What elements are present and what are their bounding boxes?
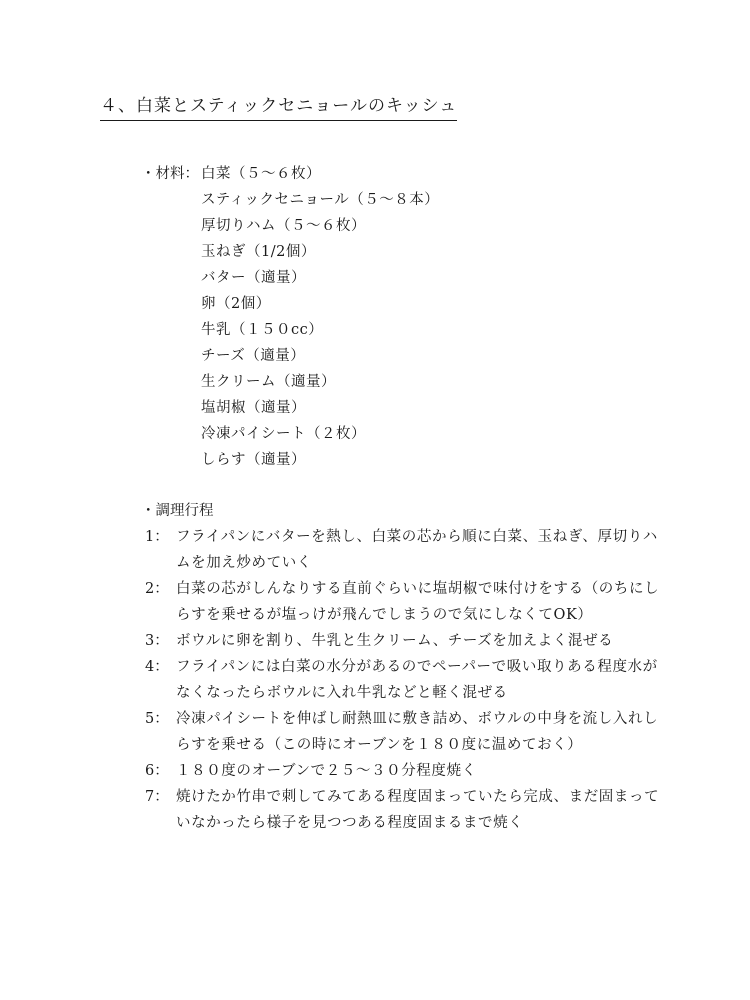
step-item: [145, 706, 665, 758]
step-item: [145, 576, 665, 628]
step-text: フライパンにバターを熱し、白菜の芯から順に白菜、玉ねぎ、厚切りハムを加え炒めていく: [176, 529, 658, 571]
material-item: 厚切りハム（５～６枚）: [201, 218, 366, 234]
step-number: 5：: [145, 711, 169, 727]
material-item: チーズ（適量）: [201, 348, 306, 364]
step-item: [145, 784, 665, 836]
material-row: [141, 447, 439, 473]
step-text: 焼けたか竹串で刺してみてある程度固まっていたら完成、まだ固まっていなかったら様子を見つつある程度固まるまで焼く: [176, 789, 660, 831]
material-row: [141, 161, 439, 187]
material-row: [141, 187, 439, 213]
materials-section: [141, 161, 439, 473]
material-item: 玉ねぎ（1/2個）: [201, 244, 316, 260]
recipe-title: ４、白菜とスティックセニョールのキッシュ: [100, 94, 457, 121]
step-text: 白菜の芯がしんなりする直前ぐらいに塩胡椒で味付けをする（のちにしらすを乗せるが塩っけが飛んでしまうので気にしなくてOK）: [176, 581, 660, 623]
material-row: [141, 395, 439, 421]
material-row: [141, 291, 439, 317]
material-row: [141, 265, 439, 291]
material-row: [141, 343, 439, 369]
step-number: 2：: [145, 581, 169, 597]
material-item: 牛乳（１５０cc）: [201, 322, 324, 338]
material-row: [141, 369, 439, 395]
material-row: [141, 239, 439, 265]
material-item: スティックセニョール（５～８本）: [201, 192, 440, 208]
materials-heading: ・材料：: [141, 166, 199, 182]
material-item: 卵（2個）: [201, 296, 271, 312]
step-text: 冷凍パイシートを伸ばし耐熱皿に敷き詰め、ボウルの中身を流し入れしらすを乗せる（この時にオーブンを１８０度に温めておく）: [176, 711, 659, 753]
steps-section: [145, 524, 665, 836]
material-row: [141, 213, 439, 239]
step-number: 1：: [145, 529, 169, 545]
material-row: [141, 421, 439, 447]
step-number: 7：: [145, 789, 169, 805]
step-item: [145, 628, 665, 654]
material-item: 白菜（５～６枚）: [201, 166, 321, 182]
material-row: [141, 317, 439, 343]
material-item: 冷凍パイシート（２枚）: [201, 426, 366, 442]
step-number: 4：: [145, 659, 169, 675]
step-text: ボウルに卵を割り、牛乳と生クリーム、チーズを加えよく混ぜる: [176, 633, 614, 649]
step-item: [145, 524, 665, 576]
material-item: 生クリーム（適量）: [201, 374, 336, 390]
material-item: バター（適量）: [201, 270, 306, 286]
step-text: フライパンには白菜の水分があるのでペーパーで吸い取りある程度水がなくなったらボウルに入れ牛乳などと軽く混ぜる: [176, 659, 658, 701]
material-item: しらす（適量）: [201, 452, 306, 468]
step-item: [145, 758, 665, 784]
step-number: 3：: [145, 633, 169, 649]
step-number: 6：: [145, 763, 169, 779]
step-text: １８０度のオーブンで２５～３０分程度焼く: [176, 763, 477, 779]
material-item: 塩胡椒（適量）: [201, 400, 306, 416]
steps-heading: ・調理行程: [141, 503, 214, 519]
step-item: [145, 654, 665, 706]
